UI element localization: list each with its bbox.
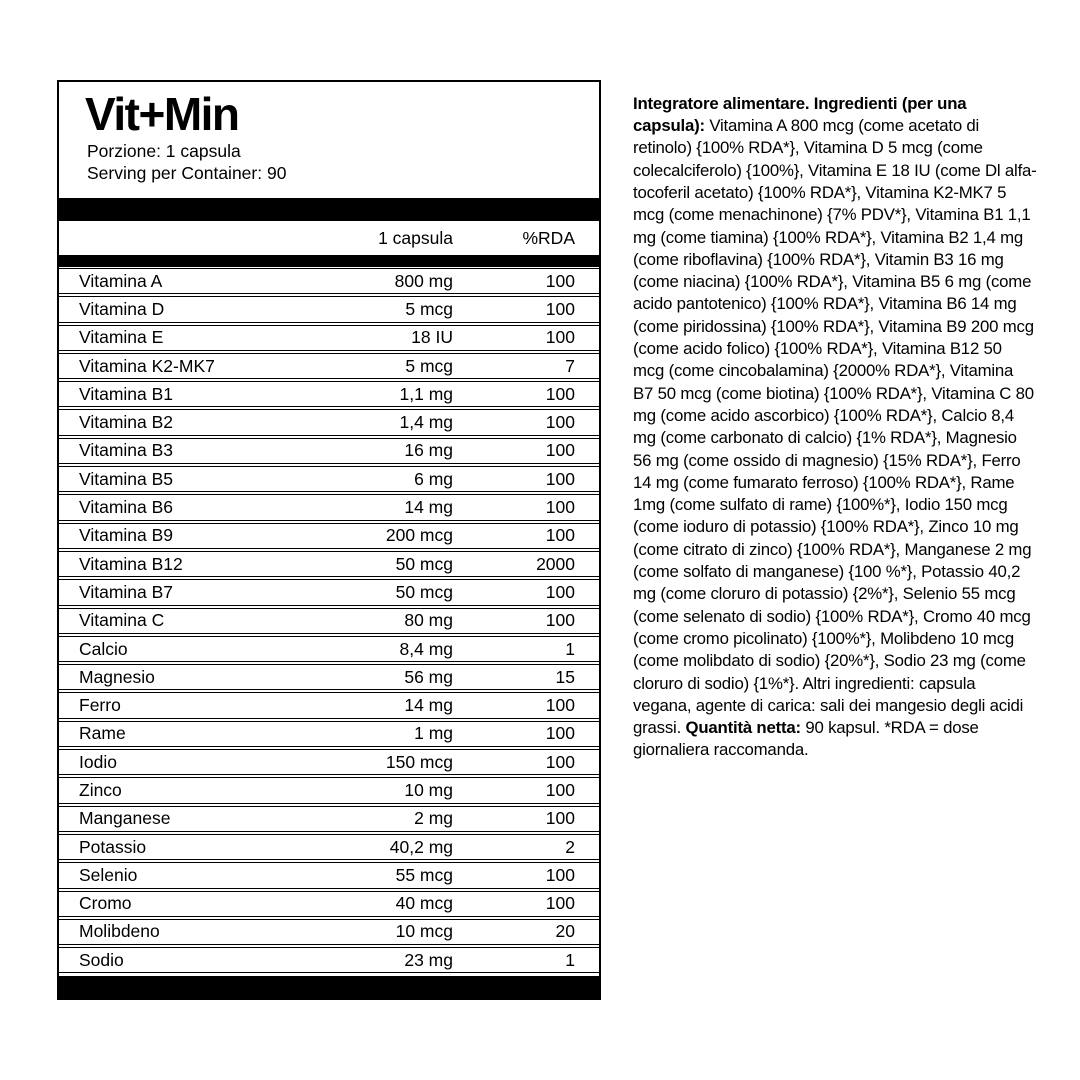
nutrient-rda: 100 [545,723,575,744]
nutrient-amount: 40,2 mg [389,836,453,857]
product-title: Vit+Min [85,88,239,140]
nutrient-rda: 100 [545,779,575,800]
nutrient-rda: 100 [545,695,575,716]
nutrient-rda: 2 [565,836,575,857]
nutrient-name: Vitamina B9 [79,525,174,546]
nutrient-name: Vitamina K2-MK7 [79,355,215,376]
nutrient-rda: 100 [545,610,575,631]
column-header-rda: %RDA [522,227,575,248]
table-row [59,466,599,492]
table-row [59,494,599,520]
nutrient-amount: 50 mcg [395,581,453,602]
nutrient-rda: 20 [555,921,575,942]
table-row [59,325,599,351]
serving-size-line: Porzione: 1 capsula [87,141,241,161]
table-row [59,947,599,973]
supplement-facts-panel [57,80,601,1000]
nutrient-amount: 18 IU [411,327,453,348]
nutrient-name: Vitamina B5 [79,468,174,489]
table-row [59,919,599,945]
nutrient-amount: 6 mg [414,468,453,489]
table-row [59,862,599,888]
table-row [59,749,599,775]
nutrient-name: Cromo [79,893,132,914]
nutrient-rda: 100 [545,298,575,319]
nutrient-rda: 100 [545,412,575,433]
divider-bar-top [59,198,599,221]
table-row [59,834,599,860]
nutrient-rda: 100 [545,383,575,404]
table-row [59,523,599,549]
nutrient-amount: 10 mg [404,779,453,800]
nutrient-name: Selenio [79,864,138,885]
nutrient-name: Molibdeno [79,921,160,942]
nutrient-amount: 5 mcg [405,355,453,376]
nutrient-amount: 55 mcg [395,864,453,885]
ingredients-segment: Vitamina A 800 mcg (come acetato di retinolo) {100% RDA*}, Vitamina D 5 mcg (come colecalciferolo) {100%}, Vitamina E 18 IU (come Dl alfa-tocoferil acetato) {100% RDA*}, Vitamina K2-MK7 5 mcg (come menachinone) {7% PDV*}, Vitamina B1 1,1 mg (come tiamina) {100% RDA*}, Vitamina B2 1,4 mg (come riboflavina) {100% RDA*}, Vitamin B3 16 mg (come niacina) {100% RDA*}, Vitamina B5 6 mg (come acido pantotenico) {100% RDA*}, Vitamina B6 14 mg (come piridossina) {100% RDA*}, Vitamina B9 200 mcg (come acido folico) {100% RDA*}, Vitamina B12 50 mcg (come cincobalamina) {2000% RDA*}, Vitamina B7 50 mcg (come biotina) {100% RDA*}, Vitamina C 80 mg (come acido ascorbico) {100% RDA*}, Calcio 8,4 mg (come carbonato di calcio) {1% RDA*}, Magnesio 56 mg (come ossido di magnesio) {15% RDA*}, Ferro 14 mg (come fumarato ferroso) {100% RDA*}, Rame 1mg (come sulfato di rame) {100%*}, Iodio 150 mcg (come ioduro di potassio) {100% RDA*}, Zinco 10 mg (come citrato di zinco) {100% RDA*}, Manganese 2 mg (come solfato di manganese) {100 %*}, Potassio 40,2 mg (come cloruro di potassio) {2%*}, Selenio 55 mcg (come selenato di sodio) {100% RDA*}, Cromo 40 mcg (come cromo picolinato) {100%*}, Molibdeno 10 mcg (come molibdato di sodio) {20%*}, Sodio 23 mg (come cloruro di sodio) {1%*}. Altri ingredienti: capsula vegana, agente di carica: sali dei mangesio degli acidi grassi. [633,116,1037,738]
nutrient-rda: 15 [555,666,575,687]
nutrient-rda: 100 [545,525,575,546]
nutrient-name: Vitamina B6 [79,497,174,518]
nutrient-name: Vitamina B3 [79,440,174,461]
nutrient-name: Vitamina C [79,610,165,631]
ingredients-bold-segment: Quantità netta: [685,718,806,738]
nutrient-amount: 5 mcg [405,298,453,319]
table-row [59,296,599,322]
nutrient-amount: 50 mcg [395,553,453,574]
nutrient-amount: 1,4 mg [399,412,453,433]
nutrient-amount: 56 mg [404,666,453,687]
table-row [59,381,599,407]
nutrient-amount: 14 mg [404,497,453,518]
nutrient-rda: 100 [545,270,575,291]
nutrient-name: Sodio [79,949,124,970]
nutrient-name: Potassio [79,836,147,857]
nutrient-rda: 7 [565,355,575,376]
table-row [59,664,599,690]
nutrient-table [59,267,599,974]
table-row [59,777,599,803]
nutrient-rda: 100 [545,751,575,772]
table-column-header [59,221,599,255]
nutrient-name: Vitamina A [79,270,163,291]
nutrient-amount: 1,1 mg [399,383,453,404]
table-row [59,608,599,634]
nutrient-amount: 40 mcg [395,893,453,914]
nutrient-name: Iodio [79,751,117,772]
facts-header [59,82,599,198]
nutrient-amount: 80 mg [404,610,453,631]
table-row [59,579,599,605]
nutrient-name: Vitamina B12 [79,553,183,574]
table-row [59,692,599,718]
nutrient-rda: 2000 [536,553,575,574]
nutrient-name: Vitamina E [79,327,164,348]
nutrient-name: Calcio [79,638,128,659]
ingredients-text [633,93,1037,762]
table-row [59,409,599,435]
nutrient-rda: 100 [545,581,575,602]
nutrient-amount: 16 mg [404,440,453,461]
nutrient-amount: 150 mcg [385,751,453,772]
nutrient-amount: 200 mcg [385,525,453,546]
nutrient-rda: 100 [545,440,575,461]
nutrient-rda: 100 [545,893,575,914]
nutrient-name: Vitamina B7 [79,581,174,602]
table-row [59,891,599,917]
nutrient-name: Vitamina D [79,298,165,319]
nutrient-rda: 100 [545,468,575,489]
servings-per-container-line: Serving per Container: 90 [87,163,287,183]
ingredients-segment: 90 kapsul. *RDA = dose giornaliera raccomanda. [633,718,979,760]
nutrient-amount: 14 mg [404,695,453,716]
nutrient-rda: 100 [545,497,575,518]
nutrient-amount: 8,4 mg [399,638,453,659]
column-header-amount: 1 capsula [378,227,453,248]
nutrient-amount: 800 mg [394,270,453,291]
nutrient-rda: 100 [545,327,575,348]
nutrient-rda: 100 [545,864,575,885]
divider-bar-subheader [59,255,599,267]
nutrient-amount: 23 mg [404,949,453,970]
nutrient-name: Manganese [79,808,171,829]
nutrient-name: Vitamina B1 [79,383,174,404]
table-row [59,438,599,464]
nutrient-amount: 2 mg [414,808,453,829]
nutrient-rda: 100 [545,808,575,829]
table-row [59,806,599,832]
table-row [59,551,599,577]
nutrient-name: Magnesio [79,666,155,687]
nutrient-name: Zinco [79,779,122,800]
nutrient-rda: 1 [565,949,575,970]
table-row [59,353,599,379]
nutrient-amount: 1 mg [414,723,453,744]
nutrient-name: Ferro [79,695,121,716]
nutrient-rda: 1 [565,638,575,659]
table-row [59,268,599,294]
nutrient-name: Rame [79,723,126,744]
table-row [59,636,599,662]
ingredients-bold-segment: Integratore alimentare. Ingredienti (per una capsula): [633,93,967,136]
divider-bar-bottom [59,976,599,998]
nutrient-amount: 10 mcg [395,921,453,942]
table-row [59,721,599,747]
nutrient-name: Vitamina B2 [79,412,174,433]
